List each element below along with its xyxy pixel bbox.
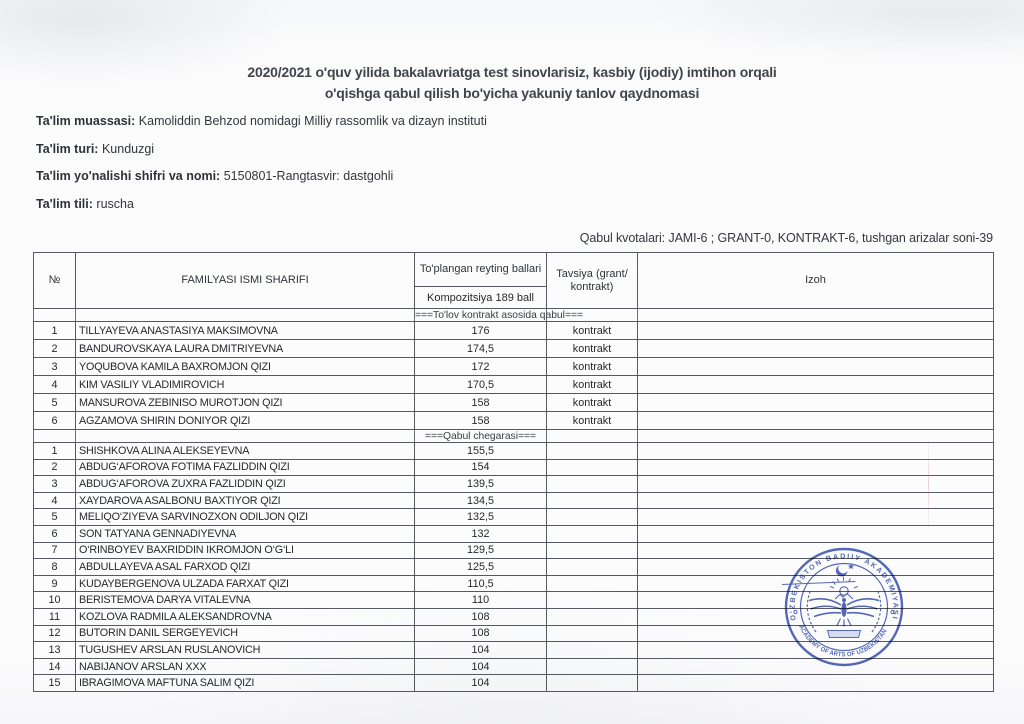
info-value-muassasa: Kamoliddin Behzod nomidagi Milliy rassomlik va dizayn instituti xyxy=(138,114,487,128)
row-number: 6 xyxy=(34,412,76,430)
table-row xyxy=(34,459,994,476)
row-name: ABDUG‘AFOROVA FOTIMA FAZLIDDIN QIZI xyxy=(76,459,415,476)
stamp-bottom-text: ACADEMY OF ARTS OF UZBEKISTAN xyxy=(797,623,889,659)
row-tavsiya xyxy=(547,525,638,542)
header-izoh: Izoh xyxy=(638,253,994,309)
table-row xyxy=(34,492,994,509)
row-name: ABDUG‘AFOROVA ZUXRA FAZLIDDIN QIZI xyxy=(76,476,415,493)
row-number: 5 xyxy=(34,509,76,526)
row-score: 139,5 xyxy=(415,476,547,493)
row-number: 9 xyxy=(34,575,76,592)
row-izoh xyxy=(638,412,994,430)
row-tavsiya xyxy=(547,642,638,659)
row-izoh xyxy=(638,459,994,476)
row-name: SHISHKOVA ALINA ALEKSEYEVNA xyxy=(76,443,415,460)
info-line-tili xyxy=(36,197,487,211)
row-izoh xyxy=(638,525,994,542)
row-number: 11 xyxy=(34,608,76,625)
row-izoh xyxy=(638,476,994,493)
row-score: 174,5 xyxy=(415,340,547,358)
row-number: 13 xyxy=(34,642,76,659)
row-tavsiya xyxy=(547,675,638,692)
row-number: 15 xyxy=(34,675,76,692)
ribbon-banner xyxy=(828,631,861,638)
row-score: 132 xyxy=(415,525,547,542)
info-label-tili: Ta'lim tili: xyxy=(36,196,93,211)
row-tavsiya: kontrakt xyxy=(547,340,638,358)
info-line-yonalish xyxy=(36,169,487,183)
header-num: № xyxy=(34,253,76,309)
row-number: 12 xyxy=(34,625,76,642)
row-izoh xyxy=(638,509,994,526)
table-header-row-1 xyxy=(34,253,994,287)
info-value-yonalish: 5150801-Rangtasvir: dastgohli xyxy=(223,169,394,183)
row-number: 3 xyxy=(34,358,76,376)
row-name: KUDAYBERGENOVA ULZADA FARXAT QIZI xyxy=(76,575,415,592)
row-score: 110 xyxy=(415,592,547,609)
stamp-top-text: O‘ZBEKISTON BADIIY AKADEMIYASI xyxy=(787,551,901,622)
row-name: AGZAMOVA SHIRIN DONIYOR QIZI xyxy=(76,412,415,430)
row-izoh xyxy=(638,443,994,460)
section-band-border xyxy=(34,430,994,443)
table-row xyxy=(34,443,994,460)
page-title-line1: 2020/2021 o'quv yilida bakalavriatga test sinovlarisiz, kasbiy (ijodiy) imtihon orqali xyxy=(247,64,777,80)
info-line-turi xyxy=(36,142,487,156)
row-tavsiya xyxy=(547,625,638,642)
row-number: 1 xyxy=(34,322,76,340)
page-title-line2: o'qishga qabul qilish bo'yicha yakuniy tanlov qaydnomasi xyxy=(324,85,700,101)
row-score: 129,5 xyxy=(415,542,547,559)
row-score: 154 xyxy=(415,459,547,476)
row-score: 172 xyxy=(415,358,547,376)
scan-artifact-line xyxy=(928,432,929,536)
row-name: O‘RINBOYEV BAXRIDDIN IKROMJON O‘G‘LI xyxy=(76,542,415,559)
row-number: 7 xyxy=(34,542,76,559)
table-row xyxy=(34,525,994,542)
row-score: 104 xyxy=(415,658,547,675)
table-row xyxy=(34,322,994,340)
table-row xyxy=(34,509,994,526)
row-name: SON TATYANA GENNADIYEVNA xyxy=(76,525,415,542)
table-row xyxy=(34,376,994,394)
row-izoh xyxy=(638,340,994,358)
row-number: 6 xyxy=(34,525,76,542)
row-tavsiya xyxy=(547,658,638,675)
row-name: TILLYAYEVA ANASTASIYA MAKSIMOVNA xyxy=(76,322,415,340)
row-name: TUGUSHEV ARSLAN RUSLANOVICH xyxy=(76,642,415,659)
row-tavsiya: kontrakt xyxy=(547,322,638,340)
row-tavsiya xyxy=(547,492,638,509)
header-tavsiya: Tavsiya (grant/ kontrakt) xyxy=(547,253,638,309)
row-number: 10 xyxy=(34,592,76,609)
row-name: NABIJANOV ARSLAN XXX xyxy=(76,658,415,675)
info-label-muassasa: Ta'lim muassasi: xyxy=(36,114,136,128)
table-row xyxy=(34,476,994,493)
row-score: 134,5 xyxy=(415,492,547,509)
row-tavsiya xyxy=(547,459,638,476)
bird-icon xyxy=(841,602,846,617)
row-score: 108 xyxy=(415,608,547,625)
row-izoh xyxy=(638,394,994,412)
row-tavsiya xyxy=(547,443,638,460)
row-number: 2 xyxy=(34,459,76,476)
row-number: 5 xyxy=(34,394,76,412)
row-tavsiya xyxy=(547,592,638,609)
row-tavsiya: kontrakt xyxy=(547,376,638,394)
row-name: YOQUBOVA KAMILA BAXROMJON QIZI xyxy=(76,358,415,376)
row-tavsiya xyxy=(547,575,638,592)
row-izoh xyxy=(638,675,994,692)
row-tavsiya: kontrakt xyxy=(547,412,638,430)
row-izoh xyxy=(638,358,994,376)
row-name: KOZLOVA RADMILA ALEKSANDROVNA xyxy=(76,608,415,625)
row-izoh xyxy=(638,492,994,509)
crescent-icon xyxy=(836,566,848,577)
info-line-muassasa xyxy=(36,114,487,128)
table-row xyxy=(34,675,994,692)
row-score: 158 xyxy=(415,394,547,412)
row-number: 3 xyxy=(34,476,76,493)
wreath-left xyxy=(807,592,816,633)
header-score-group: To'plangan reyting ballari xyxy=(415,253,547,287)
info-label-yonalish: Ta'lim yo'nalishi shifri va nomi: xyxy=(36,169,221,183)
row-name: MELIQO‘ZIYEVA SARVINOZXON ODILJON QIZI xyxy=(76,509,415,526)
quota-line: Qabul kvotalari: JAMI-6 ; GRANT-0, KONTRAKT-6, tushgan arizalar soni-39 xyxy=(579,231,993,245)
row-tavsiya xyxy=(547,559,638,576)
row-score: 132,5 xyxy=(415,509,547,526)
section-title-border: ===Qabul chegarasi=== xyxy=(415,430,547,443)
row-score: 170,5 xyxy=(415,376,547,394)
table-row xyxy=(34,358,994,376)
row-tavsiya xyxy=(547,608,638,625)
official-stamp xyxy=(782,545,906,669)
row-score: 176 xyxy=(415,322,547,340)
row-tavsiya xyxy=(547,509,638,526)
row-name: BANDUROVSKAYA LAURA DMITRIYEVNA xyxy=(76,340,415,358)
header-name: FAMILYASI ISMI SHARIFI xyxy=(76,253,415,309)
row-score: 158 xyxy=(415,412,547,430)
row-tavsiya xyxy=(547,542,638,559)
info-value-turi: Kunduzgi xyxy=(101,141,155,156)
row-name: KIM VASILIY VLADIMIROVICH xyxy=(76,376,415,394)
row-name: ABDULLAYEVA ASAL FARXOD QIZI xyxy=(76,559,415,576)
row-number: 4 xyxy=(34,492,76,509)
row-score: 155,5 xyxy=(415,443,547,460)
row-number: 2 xyxy=(34,340,76,358)
wreath-right xyxy=(872,592,881,633)
info-label-turi: Ta'lim turi: xyxy=(36,141,99,156)
row-number: 8 xyxy=(34,559,76,576)
table-row xyxy=(34,412,994,430)
row-score: 104 xyxy=(415,642,547,659)
section-band-contract xyxy=(34,309,994,322)
row-number: 1 xyxy=(34,443,76,460)
info-value-tili: ruscha xyxy=(96,196,134,211)
page-title xyxy=(0,62,1024,104)
row-score: 104 xyxy=(415,675,547,692)
table-row xyxy=(34,394,994,412)
row-name: XAYDAROVA ASALBONU BAXTIYOR QIZI xyxy=(76,492,415,509)
row-number: 4 xyxy=(34,376,76,394)
row-number: 14 xyxy=(34,658,76,675)
row-score: 110,5 xyxy=(415,575,547,592)
section-title-contract: ===To'lov kontrakt asosida qabul=== xyxy=(415,309,583,321)
row-score: 125,5 xyxy=(415,559,547,576)
row-name: BERISTEMOVA DARYA VITALEVNA xyxy=(76,592,415,609)
row-name: MANSUROVA ZEBINISO MUROTJON QIZI xyxy=(76,394,415,412)
table-row xyxy=(34,340,994,358)
row-tavsiya: kontrakt xyxy=(547,358,638,376)
row-tavsiya xyxy=(547,476,638,493)
header-score-sub: Kompozitsiya 189 ball xyxy=(415,287,547,309)
row-izoh xyxy=(638,322,994,340)
row-izoh xyxy=(638,376,994,394)
row-name: BUTORIN DANIL SERGEYEVICH xyxy=(76,625,415,642)
row-score: 108 xyxy=(415,625,547,642)
row-name: IBRAGIMOVA MAFTUNA SALIM QIZI xyxy=(76,675,415,692)
row-tavsiya: kontrakt xyxy=(547,394,638,412)
document-info-block xyxy=(36,114,487,224)
